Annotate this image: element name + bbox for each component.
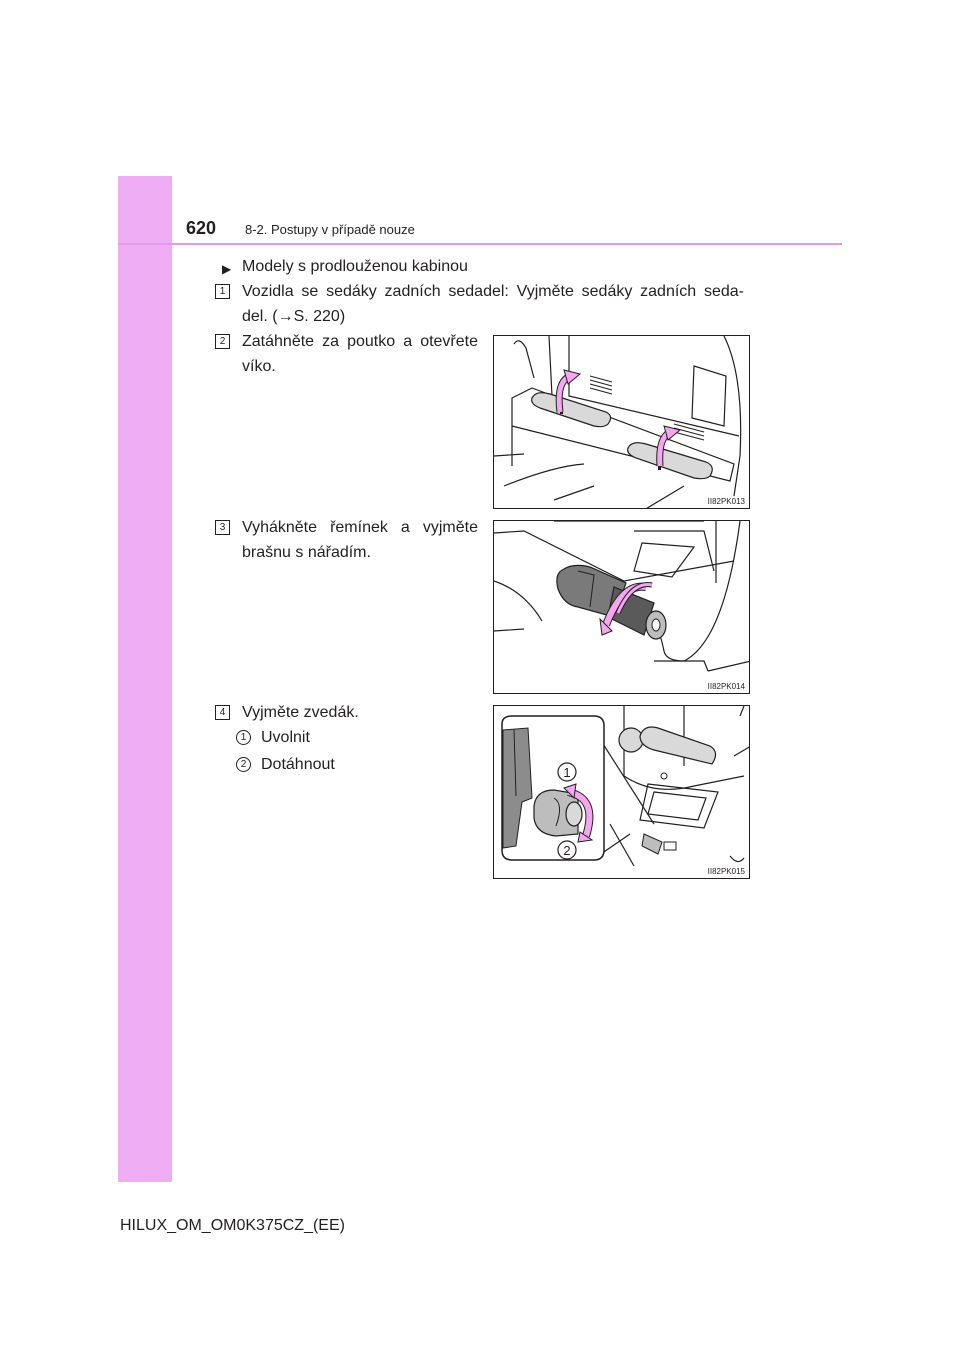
triangle-bullet-icon: ▶	[222, 262, 232, 276]
header-divider	[118, 243, 842, 245]
figure-code: II82PK015	[707, 867, 745, 876]
tool-bag-illustration	[494, 521, 750, 694]
figure-code: II82PK014	[707, 682, 745, 691]
callout-2: 2	[563, 843, 571, 858]
step-2-line-2: víko.	[242, 358, 276, 375]
step-3-text	[242, 515, 478, 565]
substep-1-label: Uvolnit	[261, 729, 310, 746]
figure-remove-jack	[493, 705, 750, 879]
step-1-text	[242, 279, 744, 329]
step-2-line-1: Zatáhněte za poutko a otevřete	[242, 333, 478, 350]
figure-open-lids	[493, 335, 750, 509]
step-number-3: 3	[215, 520, 230, 535]
substep-2-label: Dotáhnout	[261, 756, 335, 773]
step-2-text	[242, 329, 478, 379]
step-1-line-1: Vozidla se sedáky zadních sedadel: Vyjměte sedáky zadních seda-	[242, 283, 744, 300]
step-3-line-1: Vyhákněte řemínek a vyjměte	[242, 519, 478, 536]
jack-illustration	[494, 706, 750, 879]
figure-remove-tool-bag	[493, 520, 750, 694]
step-4-text: Vyjměte zvedák.	[242, 704, 359, 721]
step-1-line-2: del. (→S. 220)	[242, 308, 346, 325]
subheading-text: Modely s prodlouženou kabinou	[242, 258, 468, 275]
footer-doc-id: HILUX_OM_OM0K375CZ_(EE)	[120, 1217, 345, 1234]
callout-1: 1	[563, 765, 571, 780]
storage-lids-illustration	[494, 336, 750, 509]
step-number-2: 2	[215, 334, 230, 349]
figure-code: II82PK013	[707, 497, 745, 506]
step-number-4: 4	[215, 705, 230, 720]
step-3-line-2: brašnu s nářadím.	[242, 544, 371, 561]
substep-number-2: 2	[236, 757, 251, 772]
section-title: 8-2. Postupy v případě nouze	[245, 222, 415, 237]
page-number: 620	[186, 218, 217, 238]
substep-number-1: 1	[236, 730, 251, 745]
section-side-band	[118, 176, 172, 1182]
step-number-1: 1	[215, 284, 230, 299]
